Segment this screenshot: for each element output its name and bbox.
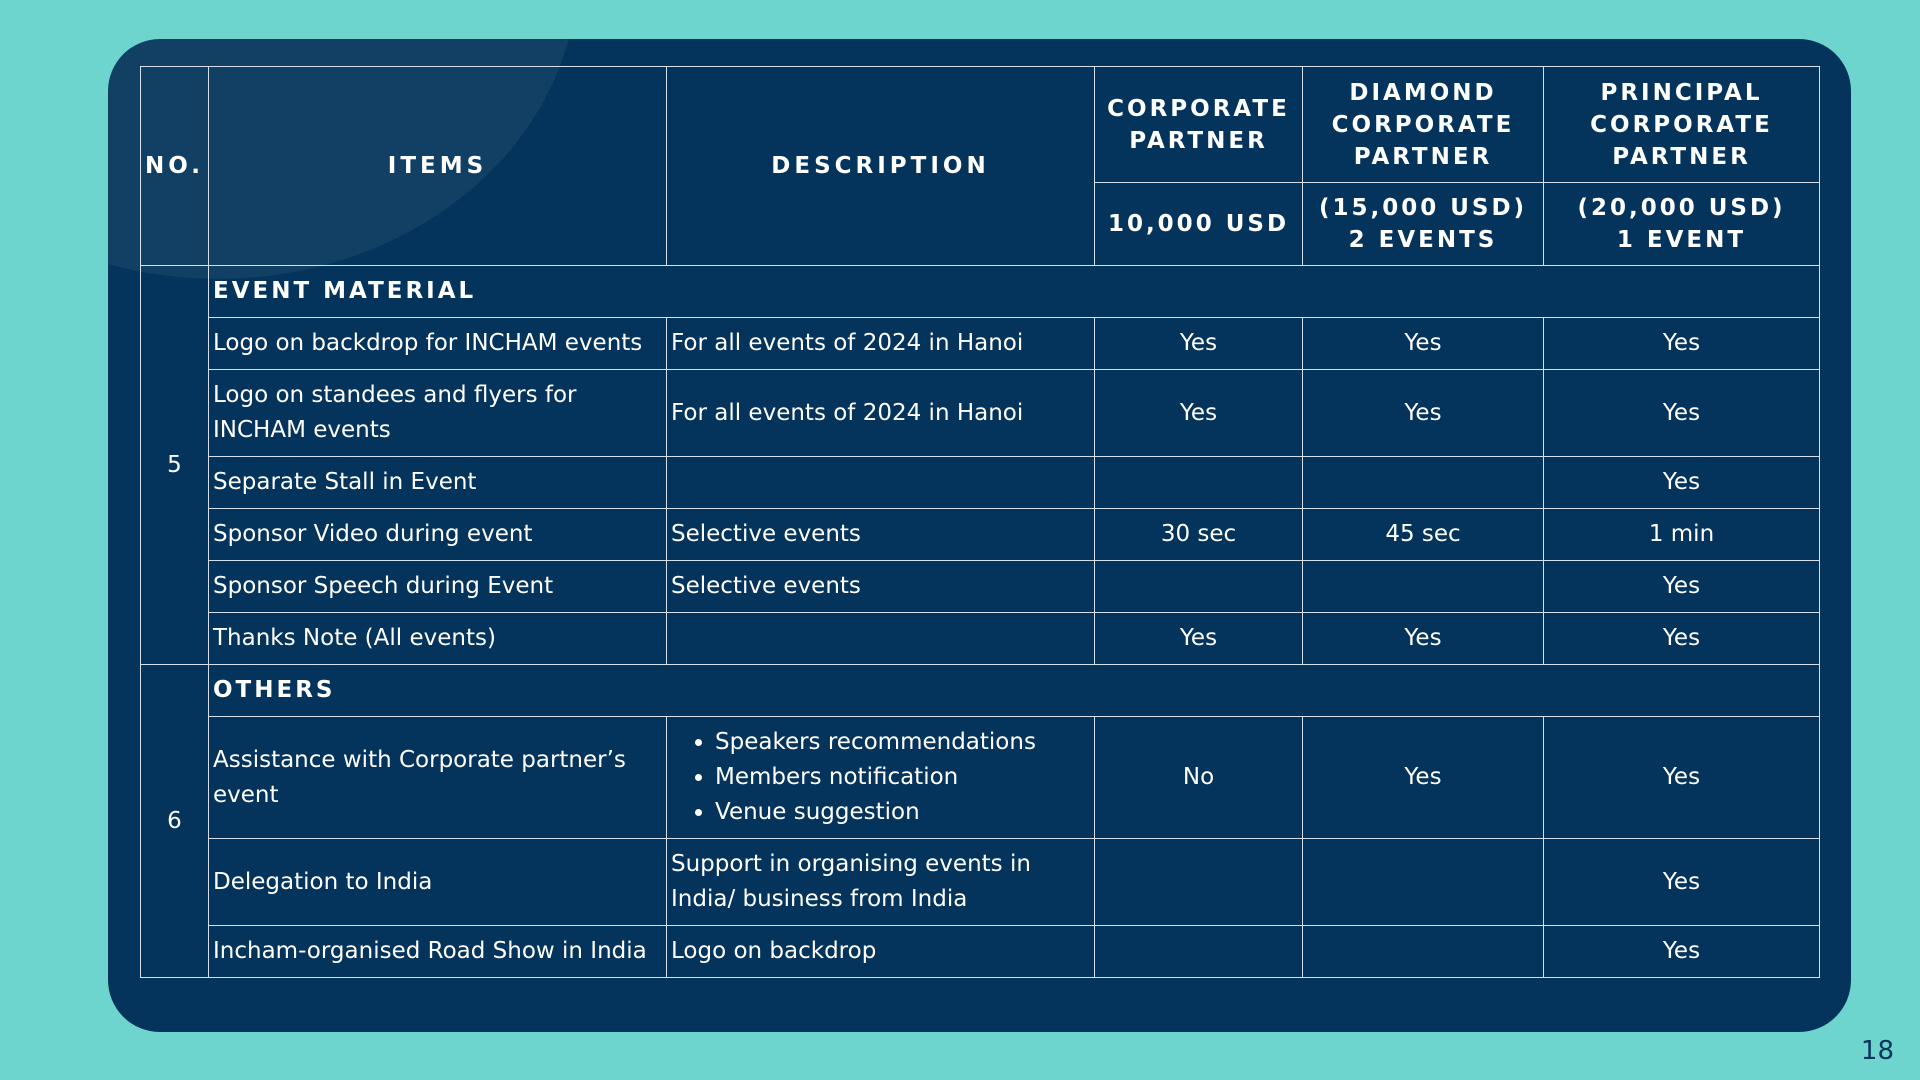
table-row (141, 613, 1820, 665)
section-header-row (141, 266, 1820, 318)
item-cell: Delegation to India (209, 839, 667, 926)
description-cell (667, 457, 1095, 509)
item-cell: Thanks Note (All events) (209, 613, 667, 665)
list-item: • Speakers recommendations (715, 725, 1090, 760)
table-row (141, 839, 1820, 926)
description-cell: Selective events (667, 561, 1095, 613)
principal-cell: Yes (1544, 457, 1820, 509)
item-cell: Logo on backdrop for INCHAM events (209, 318, 667, 370)
item-cell: Logo on standees and flyers for INCHAM events (209, 370, 667, 457)
corporate-cell: Yes (1095, 318, 1303, 370)
description-cell: Support in organising events in India/ business from India (667, 839, 1095, 926)
corporate-cell (1095, 457, 1303, 509)
corporate-cell: 30 sec (1095, 509, 1303, 561)
section-number: 6 (141, 665, 209, 978)
corporate-cell: Yes (1095, 370, 1303, 457)
description-cell: Logo on backdrop (667, 926, 1095, 978)
header-no: NO. (141, 67, 209, 266)
list-item: • Members notification (715, 760, 1090, 795)
principal-cell: Yes (1544, 926, 1820, 978)
section-title: OTHERS (209, 665, 1820, 717)
header-diamond-price (1303, 183, 1544, 266)
diamond-cell: 45 sec (1303, 509, 1544, 561)
diamond-cell: Yes (1303, 717, 1544, 839)
diamond-cell (1303, 561, 1544, 613)
principal-price-events: 1 EVENT (1616, 227, 1747, 253)
header-diamond-partner: DIAMOND CORPORATE PARTNER (1303, 67, 1544, 183)
header-principal-partner: PRINCIPAL CORPORATE PARTNER (1544, 67, 1820, 183)
principal-cell: Yes (1544, 613, 1820, 665)
section-number: 5 (141, 266, 209, 665)
diamond-cell (1303, 926, 1544, 978)
diamond-cell: Yes (1303, 370, 1544, 457)
corporate-cell: Yes (1095, 613, 1303, 665)
corporate-cell (1095, 561, 1303, 613)
principal-price-amount: (20,000 USD) (1577, 195, 1786, 221)
page-number: 18 (1860, 1036, 1894, 1066)
header-items: ITEMS (209, 67, 667, 266)
description-cell (667, 613, 1095, 665)
table-row (141, 717, 1820, 839)
principal-cell: Yes (1544, 717, 1820, 839)
list-item: • Venue suggestion (715, 795, 1090, 830)
corporate-cell (1095, 926, 1303, 978)
corporate-cell: No (1095, 717, 1303, 839)
header-corporate-partner: CORPORATE PARTNER (1095, 67, 1303, 183)
description-cell (667, 717, 1095, 839)
description-cell: For all events of 2024 in Hanoi (667, 318, 1095, 370)
table-row (141, 457, 1820, 509)
diamond-cell (1303, 457, 1544, 509)
item-cell: Sponsor Speech during Event (209, 561, 667, 613)
table-row (141, 926, 1820, 978)
partnership-table (140, 66, 1820, 978)
principal-cell: Yes (1544, 839, 1820, 926)
diamond-cell: Yes (1303, 613, 1544, 665)
description-list (671, 725, 1090, 830)
diamond-cell (1303, 839, 1544, 926)
section-header-row (141, 665, 1820, 717)
table-row (141, 561, 1820, 613)
table-row (141, 370, 1820, 457)
diamond-price-events: 2 EVENTS (1348, 227, 1498, 253)
item-cell: Sponsor Video during event (209, 509, 667, 561)
diamond-cell: Yes (1303, 318, 1544, 370)
principal-cell: 1 min (1544, 509, 1820, 561)
table-row (141, 318, 1820, 370)
diamond-price-amount: (15,000 USD) (1318, 195, 1528, 221)
slide-card (108, 39, 1851, 1032)
principal-cell: Yes (1544, 318, 1820, 370)
table-row (141, 509, 1820, 561)
header-corporate-price: 10,000 USD (1095, 183, 1303, 266)
header-principal-price (1544, 183, 1820, 266)
description-cell: Selective events (667, 509, 1095, 561)
corporate-cell (1095, 839, 1303, 926)
section-title: EVENT MATERIAL (209, 266, 1820, 318)
item-cell: Separate Stall in Event (209, 457, 667, 509)
principal-cell: Yes (1544, 561, 1820, 613)
description-cell: For all events of 2024 in Hanoi (667, 370, 1095, 457)
item-cell: Assistance with Corporate partner’s event (209, 717, 667, 839)
header-description: DESCRIPTION (667, 67, 1095, 266)
item-cell: Incham-organised Road Show in India (209, 926, 667, 978)
principal-cell: Yes (1544, 370, 1820, 457)
